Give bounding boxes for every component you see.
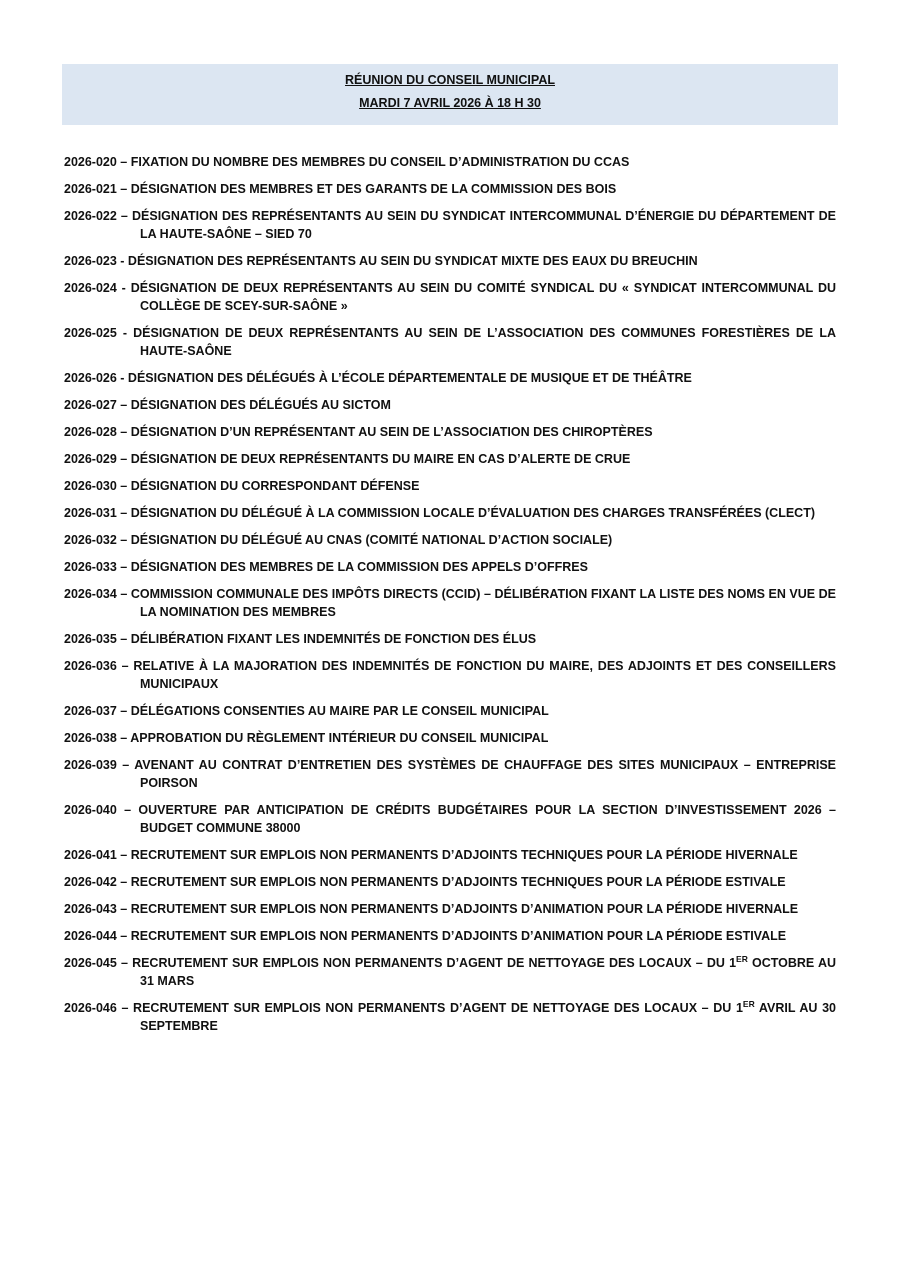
agenda-item-text: 2026-035 – DÉLIBÉRATION FIXANT LES INDEMNITÉS DE FONCTION DES ÉLUS bbox=[64, 632, 537, 646]
agenda-item-text: 2026-020 – FIXATION DU NOMBRE DES MEMBRES DU CONSEIL D’ADMINISTRATION DU CCAS bbox=[64, 155, 630, 169]
agenda-item bbox=[64, 324, 836, 360]
agenda-item bbox=[64, 504, 836, 522]
agenda-list bbox=[64, 153, 836, 1044]
agenda-item bbox=[64, 657, 836, 693]
agenda-item-text: 2026-043 – RECRUTEMENT SUR EMPLOIS NON PERMANENTS D’ADJOINTS D’ANIMATION POUR LA PÉRIODE HIVERNALE bbox=[64, 902, 799, 916]
agenda-item-text: 2026-034 – COMMISSION COMMUNALE DES IMPÔTS DIRECTS (CCID) – DÉLIBÉRATION FIXANT LA LISTE DES NOMS EN VUE DE LA NOMINATION DES MEMBRES bbox=[64, 587, 836, 619]
agenda-item-text-end: AVRIL AU 30 SEPTEMBRE bbox=[140, 1001, 837, 1033]
agenda-item-text: 2026-042 – RECRUTEMENT SUR EMPLOIS NON PERMANENTS D’ADJOINTS TECHNIQUES POUR LA PÉRIODE ESTIVALE bbox=[64, 875, 786, 889]
agenda-item bbox=[64, 927, 836, 945]
agenda-item-text: 2026-022 – DÉSIGNATION DES REPRÉSENTANTS AU SEIN DU SYNDICAT INTERCOMMUNAL D’ÉNERGIE DU DÉPARTEMENT DE LA HAUTE-SAÔNE – SIED 70 bbox=[64, 209, 836, 241]
agenda-item bbox=[64, 207, 836, 243]
agenda-item-text: 2026-024 - DÉSIGNATION DE DEUX REPRÉSENTANTS AU SEIN DU COMITÉ SYNDICAL DU « SYNDICAT INTERCOMMUNAL DU COLLÈGE DE SCEY-SUR-SAÔNE » bbox=[64, 281, 836, 313]
agenda-item bbox=[64, 702, 836, 720]
agenda-item bbox=[64, 531, 836, 549]
agenda-item bbox=[64, 756, 836, 792]
agenda-item-text: 2026-045 – RECRUTEMENT SUR EMPLOIS NON PERMANENTS D’AGENT DE NETTOYAGE DES LOCAUX – DU 1 bbox=[64, 956, 737, 970]
agenda-item-text-end: OCTOBRE AU 31 MARS bbox=[140, 956, 836, 988]
agenda-item-text: 2026-025 - DÉSIGNATION DE DEUX REPRÉSENTANTS AU SEIN DE L’ASSOCIATION DES COMMUNES FORESTIÈRES DE LA HAUTE-SAÔNE bbox=[64, 326, 836, 358]
meeting-title: RÉUNION DU CONSEIL MUNICIPAL bbox=[345, 73, 555, 87]
agenda-item-text: 2026-029 – DÉSIGNATION DE DEUX REPRÉSENTANTS DU MAIRE EN CAS D’ALERTE DE CRUE bbox=[64, 452, 631, 466]
agenda-item-text: 2026-028 – DÉSIGNATION D’UN REPRÉSENTANT AU SEIN DE L’ASSOCIATION DES CHIROPTÈRES bbox=[64, 425, 653, 439]
agenda-item-text: 2026-037 – DÉLÉGATIONS CONSENTIES AU MAIRE PAR LE CONSEIL MUNICIPAL bbox=[64, 704, 549, 718]
ordinal-superscript: ER bbox=[736, 953, 748, 964]
agenda-item bbox=[64, 801, 836, 837]
agenda-item-text: 2026-046 – RECRUTEMENT SUR EMPLOIS NON PERMANENTS D’AGENT DE NETTOYAGE DES LOCAUX – DU 1 bbox=[64, 1001, 743, 1015]
agenda-item-text: 2026-026 - DÉSIGNATION DES DÉLÉGUÉS À L’ÉCOLE DÉPARTEMENTALE DE MUSIQUE ET DE THÉÂTRE bbox=[64, 371, 692, 385]
agenda-item bbox=[64, 630, 836, 648]
agenda-item-text: 2026-044 – RECRUTEMENT SUR EMPLOIS NON PERMANENTS D’ADJOINTS D’ANIMATION POUR LA PÉRIODE ESTIVALE bbox=[64, 929, 787, 943]
agenda-item bbox=[64, 999, 836, 1035]
meeting-date: MARDI 7 AVRIL 2026 À 18 H 30 bbox=[359, 96, 541, 110]
agenda-item bbox=[64, 477, 836, 495]
agenda-item bbox=[64, 180, 836, 198]
agenda-item-text: 2026-039 – AVENANT AU CONTRAT D’ENTRETIEN DES SYSTÈMES DE CHAUFFAGE DES SITES MUNICIPAUX – ENTREPRISE POIRSON bbox=[64, 758, 836, 790]
agenda-item bbox=[64, 954, 836, 990]
ordinal-superscript: ER bbox=[742, 998, 755, 1009]
agenda-item bbox=[64, 279, 836, 315]
agenda-item-text: 2026-027 – DÉSIGNATION DES DÉLÉGUÉS AU SICTOM bbox=[64, 398, 391, 412]
agenda-item bbox=[64, 900, 836, 918]
meeting-header bbox=[62, 64, 838, 125]
agenda-item bbox=[64, 252, 836, 270]
agenda-item-text: 2026-032 – DÉSIGNATION DU DÉLÉGUÉ AU CNAS (COMITÉ NATIONAL D’ACTION SOCIALE) bbox=[64, 533, 613, 547]
agenda-item-text: 2026-033 – DÉSIGNATION DES MEMBRES DE LA COMMISSION DES APPELS D’OFFRES bbox=[64, 560, 588, 574]
agenda-item-text: 2026-041 – RECRUTEMENT SUR EMPLOIS NON PERMANENTS D’ADJOINTS TECHNIQUES POUR LA PÉRIODE HIVERNALE bbox=[64, 848, 798, 862]
agenda-item bbox=[64, 585, 836, 621]
agenda-item bbox=[64, 729, 836, 747]
agenda-item-text: 2026-030 – DÉSIGNATION DU CORRESPONDANT DÉFENSE bbox=[64, 479, 420, 493]
agenda-item bbox=[64, 558, 836, 576]
agenda-item-text: 2026-036 – RELATIVE À LA MAJORATION DES INDEMNITÉS DE FONCTION DU MAIRE, DES ADJOINTS ET DES CONSEILLERS MUNICIPAUX bbox=[64, 659, 836, 691]
agenda-item bbox=[64, 369, 836, 387]
agenda-item-text: 2026-031 – DÉSIGNATION DU DÉLÉGUÉ À LA COMMISSION LOCALE D’ÉVALUATION DES CHARGES TRANSFÉRÉES (CLECT) bbox=[64, 506, 816, 520]
agenda-item bbox=[64, 846, 836, 864]
agenda-item bbox=[64, 423, 836, 441]
agenda-item-text: 2026-038 – APPROBATION DU RÈGLEMENT INTÉRIEUR DU CONSEIL MUNICIPAL bbox=[64, 731, 549, 745]
agenda-item bbox=[64, 396, 836, 414]
agenda-item-text: 2026-023 - DÉSIGNATION DES REPRÉSENTANTS AU SEIN DU SYNDICAT MIXTE DES EAUX DU BREUCHIN bbox=[64, 254, 698, 268]
agenda-item-text: 2026-021 – DÉSIGNATION DES MEMBRES ET DES GARANTS DE LA COMMISSION DES BOIS bbox=[64, 182, 617, 196]
agenda-item bbox=[64, 873, 836, 891]
agenda-item bbox=[64, 450, 836, 468]
agenda-item bbox=[64, 153, 836, 171]
agenda-item-text: 2026-040 – OUVERTURE PAR ANTICIPATION DE CRÉDITS BUDGÉTAIRES POUR LA SECTION D’INVESTISSEMENT 2026 – BUDGET COMMUNE 38000 bbox=[64, 803, 836, 835]
